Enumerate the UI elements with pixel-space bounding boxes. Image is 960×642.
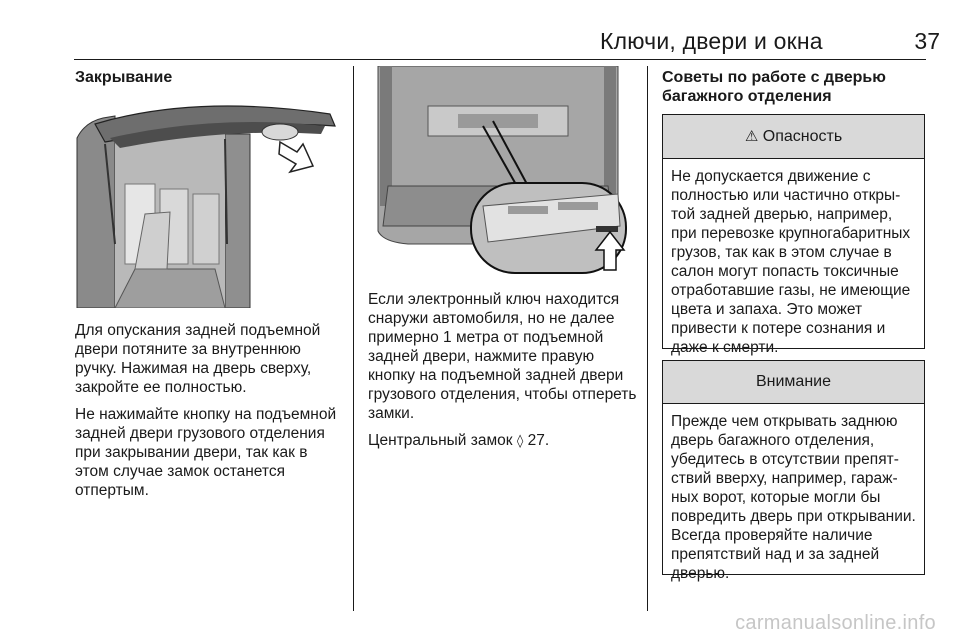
column-divider-1 <box>353 66 354 611</box>
column-1 <box>75 68 343 87</box>
warning-triangle-icon: ⚠ <box>744 127 759 145</box>
page-number: 37 <box>914 28 940 54</box>
danger-text: Не допускается движение с полностью или частично открытой задней дверью, например, при перевозке крупногабаритных грузов, так как в этом случае в салон могут попасть токсичные отработавшие газы, не имеющие цвета и запаха. Это может привести к потере сознания и даже к смерти. <box>671 168 911 356</box>
header-rule <box>74 59 926 60</box>
caution-title: Внимание <box>755 373 831 390</box>
keyless-unlock-instruction: Если электронный ключ находится снаружи автомобиля, но не далее примерно 1 метра от подъемной задней двери, нажмите правую кнопку на подъемной задней двери грузового отделения, чтобы отпереть замки. <box>368 291 637 422</box>
tailgate-interior-illustration <box>75 94 337 308</box>
closing-instruction: Для опускания задней подъемной двери потяните за внутреннюю ручку. Нажимая на дверь сверху, закройте ее полностью. <box>75 322 321 396</box>
cross-reference-page[interactable]: 27. <box>527 432 550 449</box>
cross-reference-label: Центральный замок <box>368 432 513 449</box>
section-heading-closing: Закрывание <box>75 69 173 86</box>
danger-box-header <box>663 115 924 159</box>
watermark: carmanualsonline.info <box>735 612 936 634</box>
cross-reference <box>368 431 640 451</box>
column-3-heading <box>662 68 924 106</box>
caution-box <box>662 360 925 582</box>
chapter-title: Ключи, двери и окна <box>600 28 823 54</box>
page-reference-icon: ◊ <box>516 434 524 449</box>
tailgate-button-illustration <box>368 66 630 276</box>
caution-box-header <box>663 361 924 404</box>
danger-title: Опасность <box>762 128 843 145</box>
caution-text: Прежде чем открывать заднюю дверь багажного отделения, убедитесь в отсутствии препятствий вверху, например, гаражных ворот, которые могли бы повредить дверь при открывании. Всегда проверяйте наличие препятствий над и за задней дверью. <box>671 413 916 582</box>
column-2-text <box>368 290 640 459</box>
column-divider-2 <box>647 66 648 611</box>
closing-warning: Не нажимайте кнопку на подъемной задней двери грузового отделения при закрывании двери, так как в этом случае замок останется отпертым. <box>75 406 337 499</box>
section-heading-tips: Советы по работе с дверью багажного отделения <box>662 69 886 105</box>
danger-box <box>662 114 925 356</box>
column-1-text <box>75 321 343 508</box>
